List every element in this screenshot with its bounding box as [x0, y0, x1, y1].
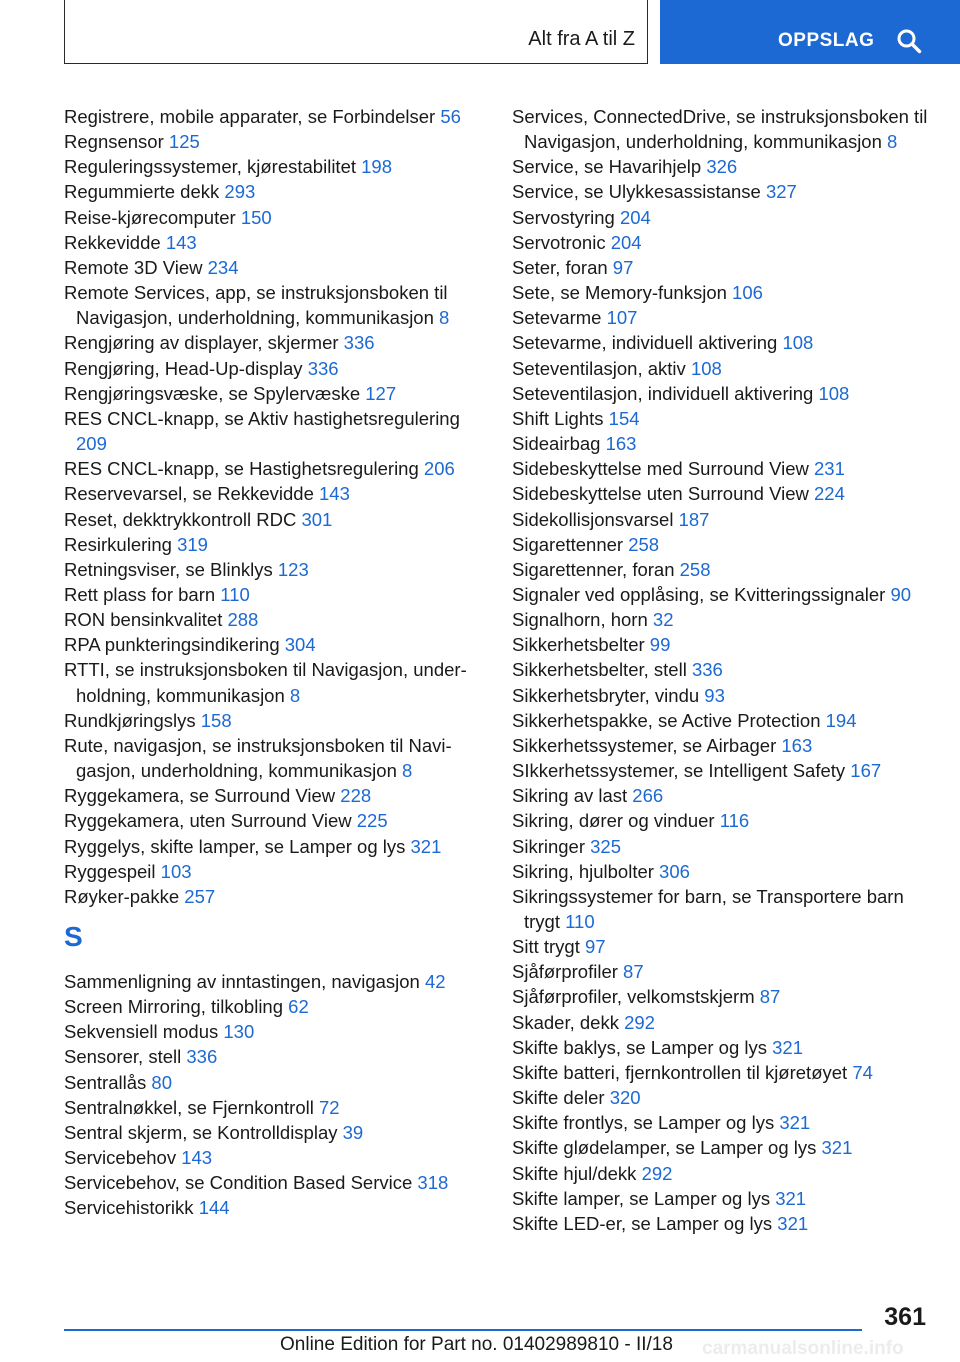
index-entry	[64, 557, 484, 582]
index-entry-text: Retningsviser, se Blinklys	[64, 558, 273, 580]
oppslag-tab-label: OPPSLAG	[778, 30, 875, 51]
page-link[interactable]: 321	[772, 1036, 804, 1058]
index-entry-text: Servotronic	[512, 231, 606, 253]
page-link[interactable]: 39	[342, 1121, 364, 1143]
index-entry	[512, 431, 932, 456]
index-entry-text: Sigarettenner	[512, 533, 624, 555]
oppslag-tab[interactable]	[660, 0, 960, 64]
index-entry	[512, 1211, 932, 1236]
index-entry-text: Skifte hjul/dekk	[512, 1162, 637, 1184]
page-link[interactable]: 8	[887, 131, 898, 153]
index-entry-text: Remote 3D View	[64, 256, 203, 278]
index-column-right	[512, 104, 932, 1236]
page-link[interactable]: 110	[220, 583, 250, 605]
index-entry-text: Setevarme, individuell aktivering	[512, 332, 778, 354]
index-entry	[64, 507, 484, 532]
index-entry	[64, 481, 484, 506]
index-entry	[512, 834, 932, 859]
index-entry	[512, 708, 932, 733]
page-link[interactable]: 306	[659, 860, 690, 882]
page-link[interactable]: 130	[223, 1021, 255, 1043]
index-entry	[512, 783, 932, 808]
index-entry-text: Sekvensiell modus	[64, 1021, 219, 1043]
page-link[interactable]: 204	[610, 231, 642, 253]
page-link[interactable]: 304	[284, 634, 316, 656]
index-entry	[512, 1186, 932, 1211]
search-icon[interactable]	[896, 28, 922, 54]
page-link[interactable]: 150	[240, 206, 272, 228]
page-link[interactable]: 231	[814, 458, 845, 480]
index-entry	[512, 1135, 932, 1160]
index-entry-text: Sensorer, stell	[64, 1046, 182, 1068]
index-entry-text: Reset, dekktrykkontroll RDC	[64, 508, 297, 530]
index-entry-text: Sikringssystemer for barn, se Transportere barn trygt	[512, 885, 904, 932]
index-entry-text: Sjåførprofiler, velkomstskjerm	[512, 986, 755, 1008]
index-entry	[512, 758, 932, 783]
page-link[interactable]: 292	[624, 1011, 655, 1033]
page-link[interactable]: 97	[585, 936, 606, 958]
index-entry	[512, 1110, 932, 1135]
index-entry	[64, 104, 484, 129]
page-link[interactable]: 293	[224, 181, 256, 203]
index-entry-text: Sikringer	[512, 835, 585, 857]
page-link[interactable]: 288	[227, 609, 259, 631]
page-link[interactable]: 90	[890, 583, 912, 605]
index-entry-text: Rengjøring av displayer, skjermer	[64, 332, 339, 354]
index-entry-text: Servostyring	[512, 206, 615, 228]
page-link[interactable]: 158	[200, 709, 232, 731]
index-entry-text: Rekkevidde	[64, 231, 161, 253]
index-entry	[64, 330, 484, 355]
page-link[interactable]: 228	[340, 785, 372, 807]
index-entry-text: Skifte glødelamper, se Lamper og lys	[512, 1137, 817, 1159]
page-link[interactable]: 8	[402, 760, 413, 782]
page-link[interactable]: 42	[424, 971, 446, 992]
index-entry	[64, 230, 484, 255]
index-entry	[64, 994, 484, 1019]
index-entry	[64, 406, 484, 456]
index-entry-text: RTTI, se instruksjonsboken til Navigasjon, underholdning, kommunikasjon	[64, 659, 467, 706]
header-frame	[64, 0, 648, 64]
page-link[interactable]: 225	[356, 810, 388, 832]
page-link[interactable]: 87	[759, 986, 781, 1008]
index-entry	[512, 683, 932, 708]
page-link[interactable]: 80	[151, 1071, 172, 1093]
page-link[interactable]: 234	[207, 256, 239, 278]
page-link[interactable]: 143	[165, 231, 197, 253]
page-link[interactable]: 97	[612, 256, 634, 278]
index-entry	[64, 783, 484, 808]
index-entry	[64, 205, 484, 230]
index-entry	[512, 406, 932, 431]
index-entry-text: Sidebeskyttelse med Surround View	[512, 458, 809, 480]
index-entry-text: Rett plass for barn	[64, 583, 216, 605]
index-entry	[512, 959, 932, 984]
index-entry-text: Sikring av last	[512, 785, 628, 807]
index-entry	[64, 1019, 484, 1044]
index-entry-text: Servicebehov, se Condition Based Service	[64, 1172, 413, 1194]
page-link[interactable]: 154	[608, 407, 640, 429]
index-entry	[64, 582, 484, 607]
index-entry	[512, 733, 932, 758]
page-link[interactable]: 125	[168, 131, 200, 153]
index-list-r	[64, 104, 484, 909]
edition-footer: Online Edition for Part no. 01402989810 - II/18	[280, 1334, 673, 1355]
index-entry-text: RES CNCL-knapp, se Hastighetsregulering	[64, 458, 419, 480]
index-entry-text: Regnsensor	[64, 131, 164, 153]
page-link[interactable]: 257	[184, 885, 216, 907]
index-entry-text: Setevarme	[512, 307, 602, 329]
index-entry	[512, 104, 932, 154]
page-link[interactable]: 62	[288, 996, 309, 1018]
page-link[interactable]: 336	[343, 332, 375, 354]
index-entry	[64, 456, 484, 481]
page-link[interactable]: 143	[319, 483, 350, 505]
index-entry-text: Rengjøring, Head-Up-display	[64, 357, 303, 379]
page-link[interactable]: 163	[781, 734, 813, 756]
index-entry	[64, 179, 484, 204]
page-link[interactable]: 106	[732, 282, 763, 304]
page-link[interactable]: 318	[417, 1172, 449, 1194]
index-entry-text: Shift Lights	[512, 407, 604, 429]
page-link[interactable]: 107	[606, 307, 638, 329]
index-entry-text: Skader, dekk	[512, 1011, 619, 1033]
index-entry-text: Sideairbag	[512, 433, 601, 455]
index-entry-text: Sjåførprofiler	[512, 961, 618, 983]
index-entry-text: Service, se Ulykkesassistanse	[512, 181, 761, 203]
page-link[interactable]: 167	[850, 760, 882, 782]
index-entry	[64, 129, 484, 154]
index-entry-text: Sentrallås	[64, 1071, 147, 1093]
index-entry	[64, 1120, 484, 1145]
index-entry	[512, 1085, 932, 1110]
page-link[interactable]: 99	[649, 634, 671, 656]
watermark: carmanualsonline.info	[702, 1338, 904, 1359]
page-link[interactable]: 72	[319, 1096, 340, 1118]
page-link[interactable]: 320	[609, 1087, 641, 1109]
index-entry-text: Skifte frontlys, se Lamper og lys	[512, 1112, 775, 1134]
index-entry-text: Signalhorn, horn	[512, 609, 648, 631]
index-entry	[512, 607, 932, 632]
page-link[interactable]: 258	[628, 533, 660, 555]
index-entry	[64, 969, 484, 994]
index-entry	[512, 859, 932, 884]
page-link[interactable]: 93	[704, 684, 725, 706]
index-entry-text: Remote Services, app, se instruksjonsboken til Navigasjon, underholdning, kommunikasjon	[64, 282, 448, 329]
index-list-s	[64, 969, 484, 1221]
index-entry	[64, 1070, 484, 1095]
index-entry	[512, 330, 932, 355]
index-entry-text: Sentral skjerm, se Kontrolldisplay	[64, 1121, 338, 1143]
index-entry-text: Service, se Havarihjelp	[512, 156, 702, 178]
index-entry	[64, 532, 484, 557]
index-entry-text: Sikkerhetsbelter	[512, 634, 645, 656]
page-link[interactable]: 336	[186, 1046, 218, 1068]
page-link[interactable]: 144	[198, 1197, 230, 1219]
index-entry	[64, 834, 484, 859]
index-entry-text: Skifte batteri, fjernkontrollen til kjøretøyet	[512, 1061, 848, 1083]
index-entry-text: Servicebehov	[64, 1147, 177, 1169]
index-entry-text: RPA punkteringsindikering	[64, 634, 280, 656]
page-link[interactable]: 319	[177, 533, 208, 555]
page-link[interactable]: 74	[852, 1061, 873, 1083]
index-entry-text: Registrere, mobile apparater, se Forbindelser	[64, 106, 436, 127]
index-entry	[64, 280, 484, 330]
index-entry-text: Sikring, hjulbolter	[512, 860, 654, 882]
index-entry	[512, 657, 932, 682]
page-number: 361	[884, 1303, 926, 1331]
page-link[interactable]: 143	[181, 1147, 213, 1169]
index-entry	[64, 255, 484, 280]
index-entry	[64, 1095, 484, 1120]
index-entry-text: Sidekollisjonsvarsel	[512, 508, 674, 530]
index-entry	[64, 356, 484, 381]
index-entry-text: Sikkerhetsbelter, stell	[512, 659, 687, 681]
index-entry-text: Seteventilasjon, aktiv	[512, 357, 686, 379]
index-entry-text: Screen Mirroring, tilkobling	[64, 996, 284, 1018]
index-entry-text: Sikkerhetsbryter, vindu	[512, 684, 700, 706]
index-entry	[64, 859, 484, 884]
index-entry-text: Sikkerhetspakke, se Active Protection	[512, 709, 821, 731]
index-entry-text: Sikring, dører og vinduer	[512, 810, 715, 832]
page-link[interactable]: 194	[825, 709, 857, 731]
index-entry	[512, 557, 932, 582]
index-entry	[512, 356, 932, 381]
page-link[interactable]: 8	[439, 307, 450, 329]
chapter-title: Alt fra A til Z	[528, 28, 635, 50]
index-entry	[64, 632, 484, 657]
page-link[interactable]: 336	[691, 659, 723, 681]
index-entry	[512, 1010, 932, 1035]
page-link[interactable]: 321	[410, 835, 442, 857]
index-entry	[512, 532, 932, 557]
index-entry-text: Sammenligning av inntastingen, navigasjon	[64, 971, 420, 992]
index-entry-text: Sidebeskyttelse uten Surround View	[512, 483, 809, 505]
index-entry	[512, 1035, 932, 1060]
section-letter-s: S	[64, 921, 83, 952]
footer-divider	[64, 1329, 862, 1331]
page-link[interactable]: 108	[782, 332, 814, 354]
index-entry	[64, 1195, 484, 1220]
index-entry	[64, 1170, 484, 1195]
index-entry	[512, 884, 932, 934]
page-link[interactable]: 301	[301, 508, 333, 530]
index-entry-text: Skifte lamper, se Lamper og lys	[512, 1187, 771, 1209]
page-link[interactable]: 327	[765, 181, 797, 203]
index-entry-text: Skifte baklys, se Lamper og lys	[512, 1036, 767, 1058]
index-entry	[64, 808, 484, 833]
index-entry-text: Rute, navigasjon, se instruksjonsboken til Navigasjon, underholdning, kommunikasjon	[64, 734, 452, 782]
page-link[interactable]: 116	[719, 810, 750, 832]
index-entry-text: RES CNCL-knapp, se Aktiv hastighetsregulering	[64, 407, 460, 429]
index-entry	[512, 456, 932, 481]
index-entry	[64, 657, 484, 707]
index-entry-text: Sitt trygt	[512, 936, 580, 958]
index-entry-text: Ryggelys, skifte lamper, se Lamper og lys	[64, 835, 406, 857]
index-entry-text: Ryggekamera, se Surround View	[64, 785, 336, 807]
page-link[interactable]: 204	[619, 206, 651, 228]
page-link[interactable]: 103	[160, 860, 192, 882]
index-entry	[512, 154, 932, 179]
index-entry	[512, 1161, 932, 1186]
page-link[interactable]: 187	[678, 508, 710, 530]
index-entry	[512, 1060, 932, 1085]
index-entry	[512, 280, 932, 305]
page-link[interactable]: 32	[652, 609, 674, 631]
page-link[interactable]: 108	[818, 382, 850, 404]
index-entry-text: Ryggespeil	[64, 860, 156, 882]
page-link[interactable]: 321	[777, 1212, 809, 1234]
page-link[interactable]: 321	[821, 1137, 853, 1159]
index-entry	[512, 381, 932, 406]
page-link[interactable]: 206	[423, 458, 455, 480]
index-entry-text: Rengjøringsvæske, se Spylervæske	[64, 382, 361, 404]
page-link[interactable]: 163	[605, 433, 637, 455]
index-entry	[64, 154, 484, 179]
page-link[interactable]: 258	[679, 558, 711, 580]
page-link[interactable]: 198	[361, 156, 393, 178]
index-entry	[512, 582, 932, 607]
page-link[interactable]: 8	[289, 684, 301, 706]
index-entry	[512, 481, 932, 506]
page-link[interactable]: 110	[565, 911, 595, 932]
index-entry-text: Reise-kjørecomputer	[64, 206, 236, 228]
page-link[interactable]: 123	[277, 558, 309, 580]
index-entry	[64, 1044, 484, 1069]
index-entry-text: Rundkjøringslys	[64, 709, 196, 731]
index-entry-text: Sentralnøkkel, se Fjernkontroll	[64, 1096, 314, 1118]
index-entry-text: Skifte LED-er, se Lamper og lys	[512, 1212, 773, 1234]
index-entry	[512, 305, 932, 330]
index-entry-text: Sikkerhetssystemer, se Airbager	[512, 734, 777, 756]
index-entry-text: Røyker-pakke	[64, 885, 180, 907]
index-entry	[512, 179, 932, 204]
index-list-s-continued	[512, 104, 932, 1236]
index-entry	[512, 934, 932, 959]
index-entry-text: Seteventilasjon, individuell aktivering	[512, 382, 814, 404]
page-link[interactable]: 224	[814, 483, 845, 505]
index-entry-text: Reservevarsel, se Rekkevidde	[64, 483, 314, 505]
index-column-left	[64, 104, 484, 1221]
index-entry	[512, 808, 932, 833]
index-entry-text: Reguleringssystemer, kjørestabilitet	[64, 156, 356, 178]
page-link[interactable]: 56	[440, 106, 461, 127]
index-entry-text: SIkkerhetssystemer, se Intelligent Safety	[512, 760, 846, 782]
index-entry	[512, 507, 932, 532]
index-entry-text: Regummierte dekk	[64, 181, 220, 203]
index-entry-text: Services, ConnectedDrive, se instruksjonsboken til Navigasjon, underholdning, kommunikasjon	[512, 106, 928, 153]
index-entry-text: Resirkulering	[64, 533, 172, 555]
index-entry-text: Ryggekamera, uten Surround View	[64, 810, 352, 832]
page-link[interactable]: 325	[590, 835, 622, 857]
page-link[interactable]: 321	[775, 1187, 807, 1209]
index-entry	[64, 381, 484, 406]
index-entry	[64, 607, 484, 632]
index-entry	[64, 708, 484, 733]
index-entry-text: Servicehistorikk	[64, 1197, 194, 1219]
page-link[interactable]: 209	[76, 433, 107, 455]
index-entry-text: Sigarettenner, foran	[512, 558, 675, 580]
index-entry	[512, 230, 932, 255]
page-link[interactable]: 292	[641, 1162, 673, 1184]
page-link[interactable]: 127	[365, 382, 397, 404]
page-link[interactable]: 321	[779, 1112, 811, 1134]
page-link[interactable]: 266	[632, 785, 664, 807]
page-link[interactable]: 336	[307, 357, 339, 379]
index-entry-text: Sete, se Memory-funksjon	[512, 282, 727, 304]
index-entry	[64, 884, 484, 909]
index-entry	[512, 984, 932, 1009]
index-entry	[64, 733, 484, 783]
index-entry-text: Signaler ved opplåsing, se Kvitteringssignaler	[512, 583, 886, 605]
page-link[interactable]: 326	[706, 156, 738, 178]
index-entry-text: Seter, foran	[512, 256, 608, 278]
index-entry	[512, 632, 932, 657]
index-entry	[512, 255, 932, 280]
index-entry-text: Skifte deler	[512, 1087, 605, 1109]
index-entry	[512, 205, 932, 230]
page-link[interactable]: 87	[623, 961, 644, 983]
index-entry-text: RON bensinkvalitet	[64, 609, 223, 631]
index-entry	[64, 1145, 484, 1170]
page-link[interactable]: 108	[690, 357, 722, 379]
